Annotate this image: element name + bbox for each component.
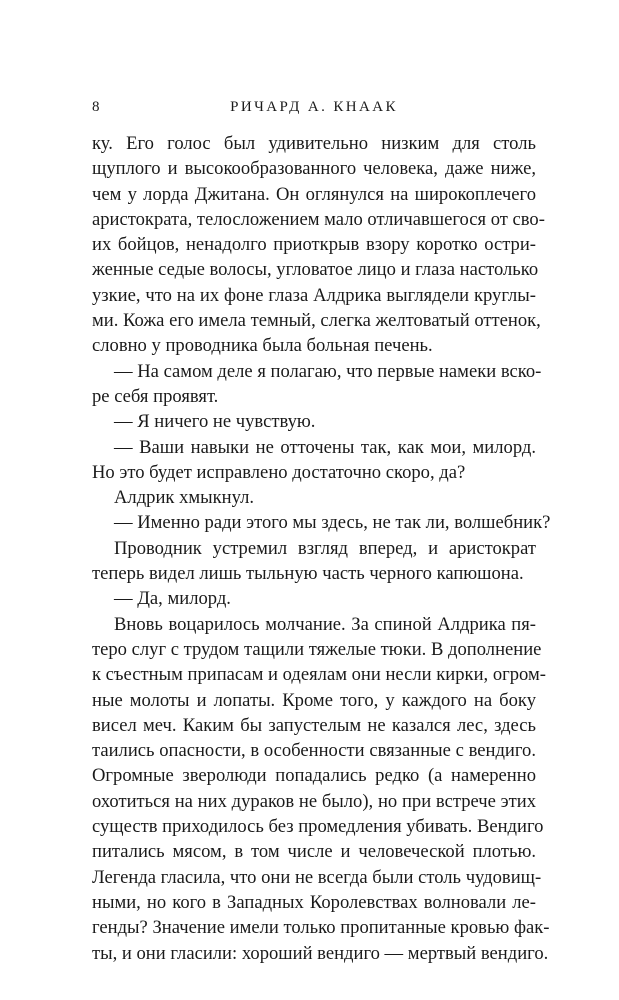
author-name: РИЧАРД А. КНААК	[230, 99, 398, 115]
text-line: ными, но кого в Западных Королевствах волновали ле-	[92, 891, 536, 913]
text-line: ные молоты и лопаты. Кроме того, у каждого на боку	[92, 689, 536, 711]
body-text	[92, 131, 551, 966]
text-line: ты, и они гласили: хороший вендиго — мертвый вендиго.	[92, 942, 549, 964]
text-line: узкие, что на их фоне глаза Алдрика выглядели круглы-	[92, 284, 536, 306]
text-line: — Ваши навыки не отточены так, как мои, милорд.	[114, 436, 536, 458]
text-line: существ приходилось без промедления убивать. Вендиго	[92, 816, 544, 838]
text-line: Проводник устремил взгляд вперед, и аристократ	[114, 537, 536, 559]
text-line: теперь видел лишь тыльную часть черного капюшона.	[92, 563, 524, 585]
text-line: щуплого и высокообразованного человека, даже ниже,	[92, 158, 536, 180]
text-line: ми. Кожа его имела темный, слегка желтоватый оттенок,	[92, 310, 541, 332]
text-line: чем у лорда Джитана. Он оглянулся на широкоплечего	[92, 183, 536, 205]
page-number: 8	[92, 99, 100, 115]
text-line: таились опасности, в особенности связанные с вендиго.	[92, 740, 536, 762]
text-line: охотиться на них дураков не было), но при встрече этих	[92, 790, 536, 812]
text-line: Алдрик хмыкнул.	[114, 487, 255, 509]
running-head	[92, 96, 536, 118]
text-line: ре себя проявят.	[92, 385, 219, 407]
text-line: питались мясом, в том числе и человеческой плотью.	[92, 841, 536, 863]
text-line: генды? Значение имели только пропитанные кровью фак-	[92, 917, 550, 939]
text-line: их бойцов, ненадолго приоткрыв взору коротко остри-	[92, 234, 536, 256]
text-line: Легенда гласила, что они не всегда были столь чудовищ-	[92, 866, 542, 888]
text-line: — Я ничего не чувствую.	[114, 411, 316, 433]
text-line: Огромные зверолюди попадались редко (а намеренно	[92, 765, 536, 787]
text-line: Но это будет исправлено достаточно скоро, да?	[92, 461, 466, 483]
text-line: Вновь воцарилось молчание. За спиной Алдрика пя-	[114, 613, 536, 635]
text-line: — Да, милорд.	[114, 588, 231, 610]
text-line: ку. Его голос был удивительно низким для столь	[92, 133, 536, 154]
text-line: женные седые волосы, угловатое лицо и глаза настолько	[92, 259, 539, 281]
text-line: аристократа, телосложением мало отличавшегося от сво-	[92, 208, 545, 230]
text-line: — На самом деле я полагаю, что первые намеки вско-	[114, 360, 542, 382]
text-line: к съестным припасам и одеялам они несли кирки, огром-	[92, 664, 546, 686]
text-line: — Именно ради этого мы здесь, не так ли, волшебник?	[114, 512, 551, 534]
text-line: висел меч. Каким бы запустелым не казался лес, здесь	[92, 714, 536, 736]
text-line: теро слуг с трудом тащили тяжелые тюки. В дополнение	[92, 638, 542, 660]
text-line: словно у проводника была больная печень.	[92, 335, 433, 357]
